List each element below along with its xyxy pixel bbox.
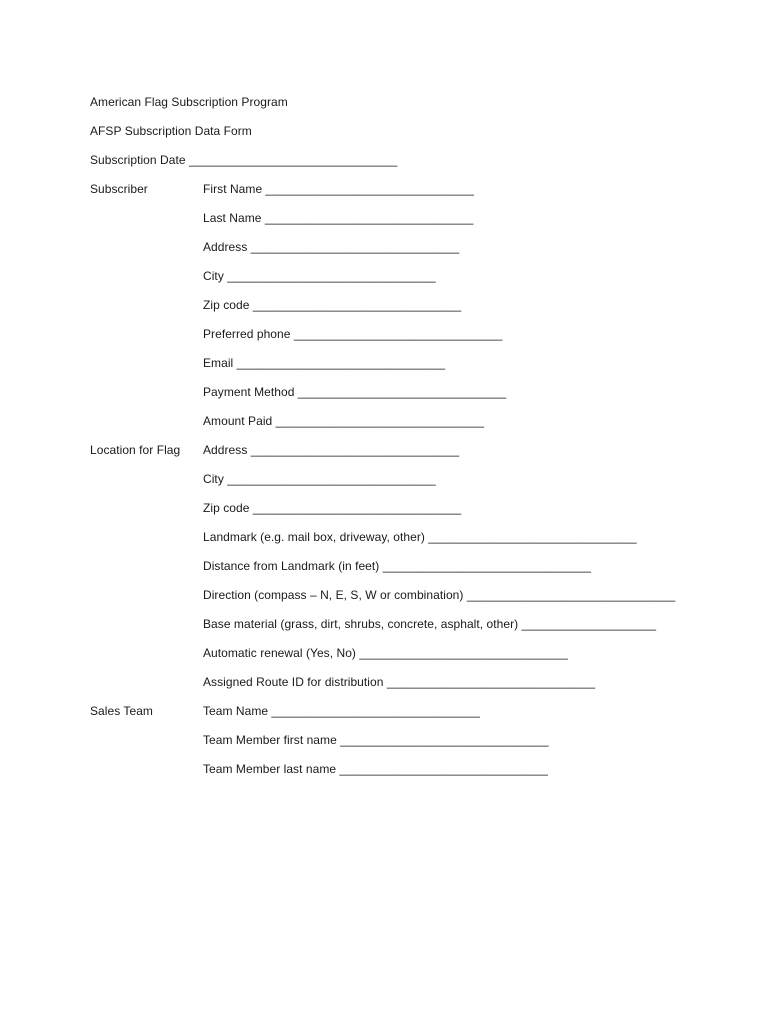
- field-team-member-last-name: Team Member last name _______________________________: [203, 762, 548, 776]
- field-last-name: Last Name _______________________________: [203, 211, 474, 225]
- field-subscriber-zip: Zip code _______________________________: [203, 298, 462, 312]
- field-location-zip: Zip code _______________________________: [203, 501, 462, 515]
- subscription-date-field: Subscription Date _______________________________: [90, 153, 398, 167]
- field-direction: Direction (compass – N, E, S, W or combination) _______________________________: [203, 588, 676, 602]
- field-automatic-renewal: Automatic renewal (Yes, No) _______________________________: [203, 646, 568, 660]
- field-base-material: Base material (grass, dirt, shrubs, concrete, asphalt, other) ____________________: [203, 617, 657, 631]
- field-team-name: Team Name _______________________________: [203, 704, 480, 718]
- field-location-city: City _______________________________: [203, 472, 436, 486]
- program-title: American Flag Subscription Program: [90, 95, 288, 109]
- section-label-sales-team: Sales Team: [90, 704, 153, 718]
- field-first-name: First Name _______________________________: [203, 182, 474, 196]
- field-subscriber-address: Address _______________________________: [203, 240, 460, 254]
- field-amount-paid: Amount Paid _______________________________: [203, 414, 485, 428]
- field-distance-from-landmark: Distance from Landmark (in feet) _______________________________: [203, 559, 592, 573]
- section-label-location: Location for Flag: [90, 443, 181, 457]
- field-payment-method: Payment Method _______________________________: [203, 385, 507, 399]
- field-landmark: Landmark (e.g. mail box, driveway, other) _______________________________: [203, 530, 637, 544]
- field-subscriber-city: City _______________________________: [203, 269, 436, 283]
- form-title: AFSP Subscription Data Form: [90, 124, 252, 138]
- field-assigned-route-id: Assigned Route ID for distribution _______________________________: [203, 675, 596, 689]
- field-email: Email _______________________________: [203, 356, 446, 370]
- field-team-member-first-name: Team Member first name _______________________________: [203, 733, 549, 747]
- section-label-subscriber: Subscriber: [90, 182, 148, 196]
- field-preferred-phone: Preferred phone _______________________________: [203, 327, 503, 341]
- field-location-address: Address _______________________________: [203, 443, 460, 457]
